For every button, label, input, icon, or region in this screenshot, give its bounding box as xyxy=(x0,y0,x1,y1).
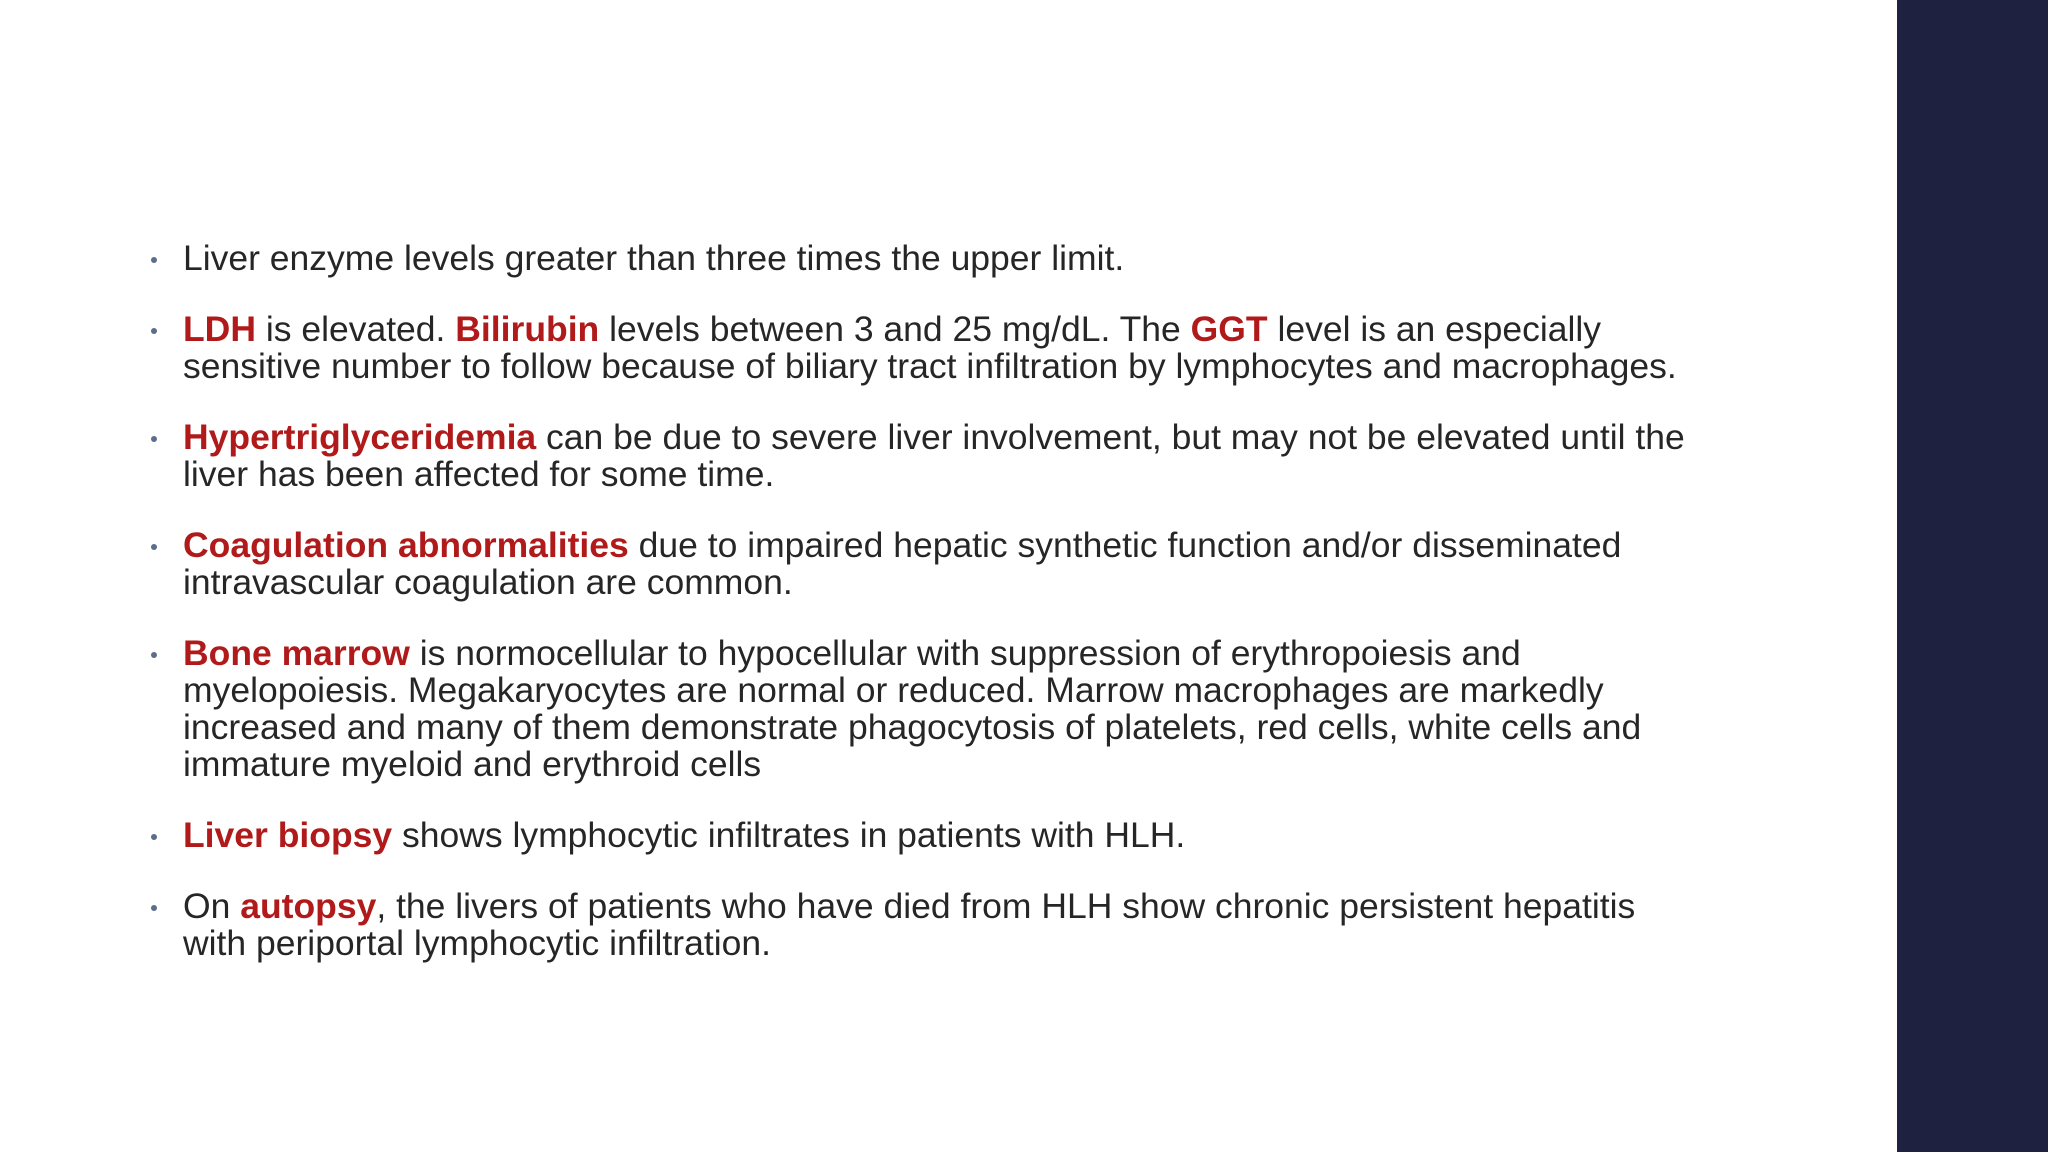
bullet-text: due to impaired hepatic synthetic function and/or disseminated intravascular coagulation are common. xyxy=(183,525,1622,602)
bullet-text: shows lymphocytic infiltrates in patients with HLH. xyxy=(392,815,1186,855)
bullet-text: Liver enzyme levels greater than three times the upper limit. xyxy=(183,238,1125,278)
bullet-hypertriglyceridemia xyxy=(148,419,1708,493)
bullet-text: levels between 3 and 25 mg/dL. The xyxy=(599,309,1191,349)
bullet-bone-marrow xyxy=(148,635,1708,783)
bullet-liver-enzymes xyxy=(148,240,1708,277)
bullet-text: can be due to severe liver involvement, but may not be elevated until the liver has been affected for some time. xyxy=(183,417,1685,494)
term-autopsy: autopsy xyxy=(240,886,377,926)
bullet-text: is normocellular to hypocellular with suppression of erythropoiesis and myelopoiesis. Megakaryocytes are normal or reduced. Marrow macrophages are markedly increased and many of them demonstrate phagocytosis of platelets, red cells, white cells and immature myeloid and erythroid cells xyxy=(183,633,1642,784)
bullet-text: , the livers of patients who have died from HLH show chronic persistent hepatitis with periportal lymphocytic infiltration. xyxy=(183,886,1636,963)
bullet-list xyxy=(148,240,1708,996)
term-bone-marrow: Bone marrow xyxy=(183,633,410,673)
bullet-coagulation xyxy=(148,527,1708,601)
term-ggt: GGT xyxy=(1190,309,1268,349)
bullet-prefix: On xyxy=(183,886,241,926)
bullet-liver-biopsy xyxy=(148,817,1708,854)
bullet-text: is elevated. xyxy=(255,309,456,349)
term-liver-biopsy: Liver biopsy xyxy=(183,815,393,855)
bullet-text: level is an especially sensitive number to follow because of biliary tract infiltration by lymphocytes and macrophages. xyxy=(183,309,1677,386)
term-ldh: LDH xyxy=(183,309,256,349)
term-coagulation-abnormalities: Coagulation abnormalities xyxy=(183,525,629,565)
term-hypertriglyceridemia: Hypertriglyceridemia xyxy=(183,417,537,457)
bullet-ldh xyxy=(148,311,1708,385)
term-bilirubin: Bilirubin xyxy=(455,309,600,349)
side-band xyxy=(1897,0,2048,1152)
bullet-autopsy xyxy=(148,888,1708,962)
